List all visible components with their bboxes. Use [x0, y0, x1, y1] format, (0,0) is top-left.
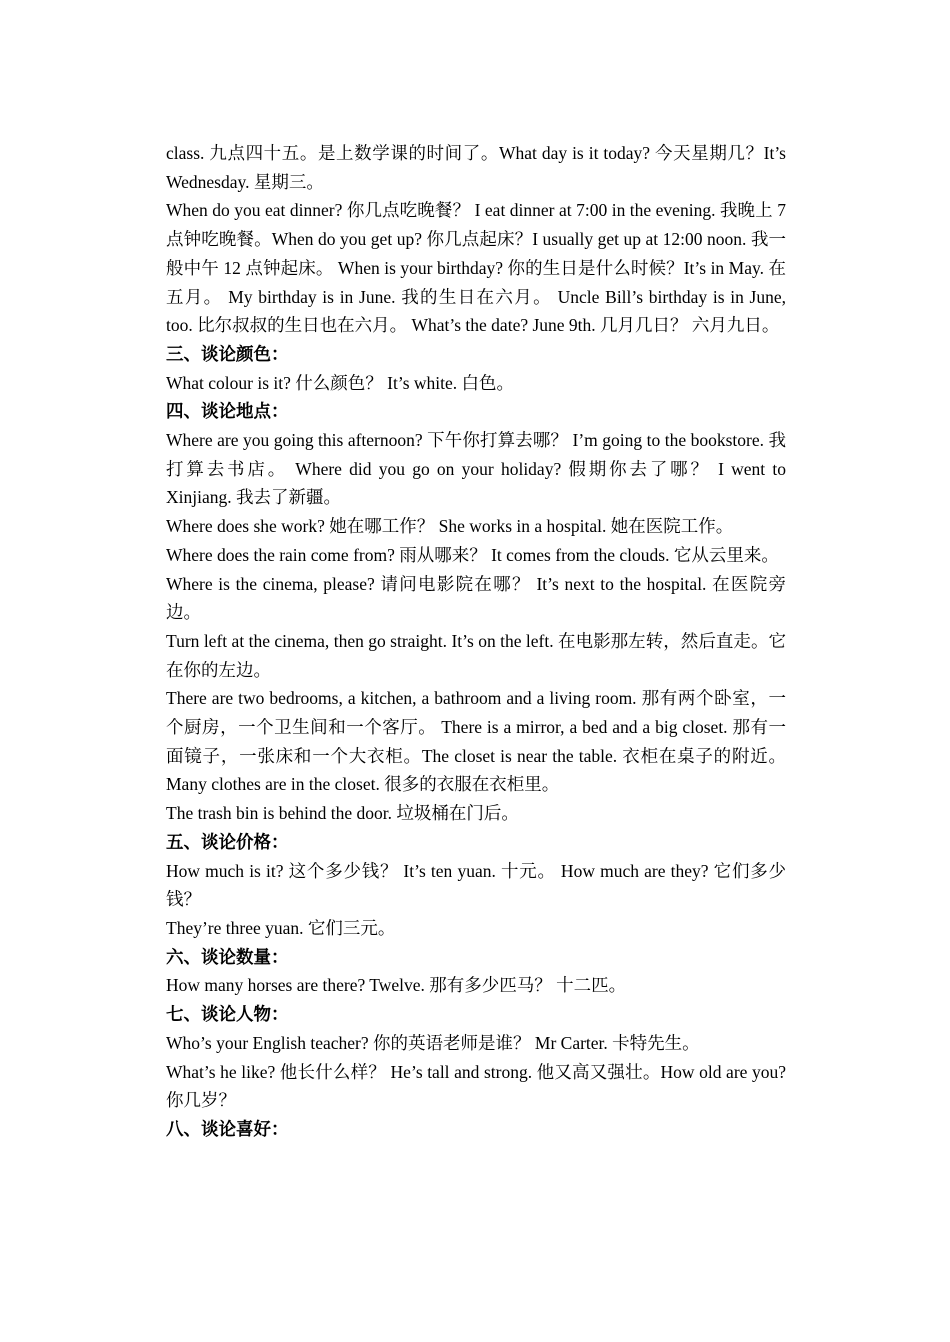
section-heading-price: 五、谈论价格：: [166, 831, 289, 852]
paragraph-place-directions: Turn left at the cinema, then go straight. It’s on the left. 在电影那左转，然后直走。它在你的左边。: [166, 630, 786, 680]
paragraph-price-three-yuan: They’re three yuan. 它们三元。: [166, 917, 396, 938]
paragraph-price-how-much: How much is it? 这个多少钱？ It’s ten yuan. 十元。 How much are they? 它们多少钱？: [166, 860, 786, 910]
paragraph-place-cinema: Where is the cinema, please? 请问电影院在哪？ It’s next to the hospital. 在医院旁边。: [166, 573, 786, 623]
paragraph-place-going: Where are you going this afternoon? 下午你打算去哪？ I’m going to the bookstore. 我打算去书店。 Where did you go on your holiday? 假期你去了哪？ I went to Xinjiang. 我去了新疆。: [166, 430, 786, 508]
paragraph-place-rooms: There are two bedrooms, a kitchen, a bathroom and a living room. 那有两个卧室，一个厨房，一个卫生间和一个客厅。 There is a mirror, a bed and a big closet. 那有一面镜子，一张床和一个大衣柜。The closet is near the table. 衣柜在桌子的附近。 Many clothes are in the closet. 很多的衣服在衣柜里。: [166, 688, 786, 795]
section-heading-preferences: 八、谈论喜好：: [166, 1118, 289, 1139]
paragraph-time-dinner-birthday: When do you eat dinner? 你几点吃晚餐？ I eat dinner at 7:00 in the evening. 我晚上 7 点钟吃晚餐。When do you get up? 你几点起床？I usually get up at 12:00 noon. 我一般中午 12 点钟起床。 When is your birthday? 你的生日是什么时候？It’s in May. 在五月。 My birthday is in June. 我的生日在六月。 Uncle Bill’s birthday is in June, too. 比尔叔叔的生日也在六月。 What’s the date? June 9th. 几月几日？ 六月九日。: [166, 200, 786, 336]
document-body: [166, 139, 786, 1144]
paragraph-place-trash-bin: The trash bin is behind the door. 垃圾桶在门后。: [166, 803, 519, 824]
paragraph-colour: What colour is it? 什么颜色？ It’s white. 白色。: [166, 372, 515, 393]
section-heading-place: 四、谈论地点：: [166, 401, 289, 422]
paragraph-people-appearance: What’s he like? 他长什么样？ He’s tall and strong. 他又高又强壮。How old are you? 你几岁？: [166, 1061, 786, 1111]
paragraph-people-teacher: Who’s your English teacher? 你的英语老师是谁？ Mr Carter. 卡特先生。: [166, 1032, 700, 1053]
section-heading-colour: 三、谈论颜色：: [166, 343, 289, 364]
paragraph-time-day: class. 九点四十五。是上数学课的时间了。What day is it today? 今天星期几？It’s Wednesday. 星期三。: [166, 143, 786, 192]
paragraph-quantity: How many horses are there? Twelve. 那有多少匹马？ 十二匹。: [166, 975, 627, 996]
section-heading-people: 七、谈论人物：: [166, 1004, 289, 1025]
paragraph-place-rain: Where does the rain come from? 雨从哪来？ It comes from the clouds. 它从云里来。: [166, 544, 779, 565]
section-heading-quantity: 六、谈论数量：: [166, 946, 289, 967]
paragraph-place-work: Where does she work? 她在哪工作？ She works in a hospital. 她在医院工作。: [166, 516, 734, 537]
